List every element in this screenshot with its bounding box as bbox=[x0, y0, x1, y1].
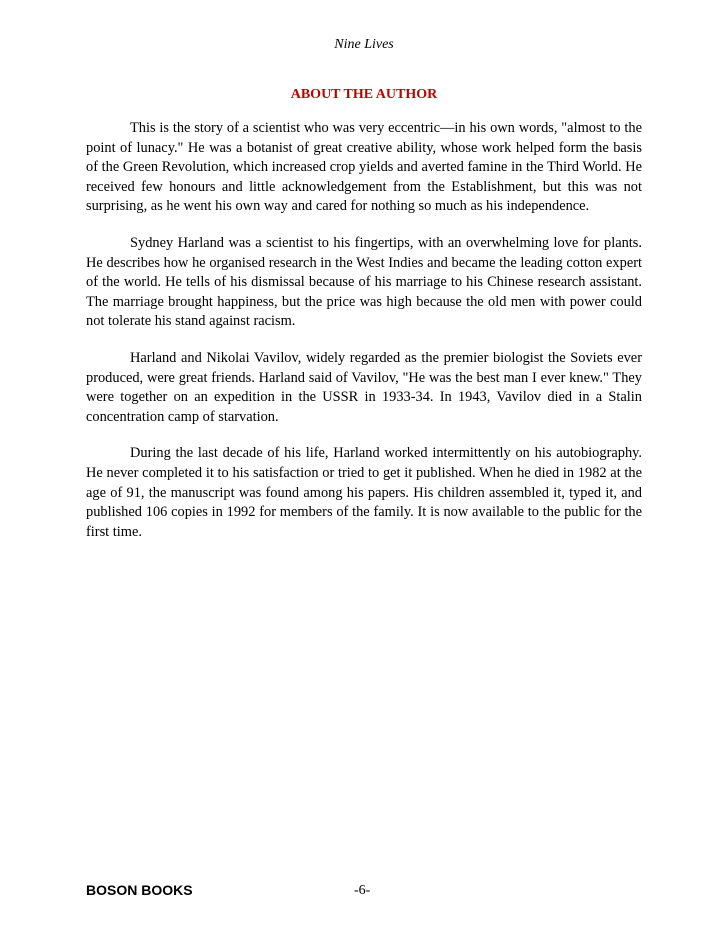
footer-page-number: -6- bbox=[354, 883, 371, 898]
paragraph: This is the story of a scientist who was very eccentric—in his own words, "almost to the point of lunacy." He was a botanist of great creative ability, whose work helped form the basis of the Green Revolution, which increased crop yields and averted famine in the Third World. He received few honours and little acknowledgement from the Establishment, but this was not surprising, as he went his own way and cared for nothing so much as his independence. bbox=[86, 120, 642, 215]
paragraph: During the last decade of his life, Harland worked intermittently on his autobiography. He never completed it to his satisfaction or tried to get it published. When he died in 1982 at the age of 91, the manuscript was found among his papers. His children assembled it, typed it, and published 106 copies in 1992 for members of the family. It is now available to the public for the first time. bbox=[86, 445, 642, 540]
footer-publisher: BOSON BOOKS bbox=[86, 882, 193, 898]
section-title: ABOUT THE AUTHOR bbox=[290, 87, 438, 102]
paragraph: Sydney Harland was a scientist to his fingertips, with an overwhelming love for plants. He describes how he organised research in the West Indies and became the leading cotton expert of the world. He tells of his dismissal because of his marriage to his Chinese research assistant. The marriage brought happiness, but the price was high because the old men with power could not tolerate his stand against racism. bbox=[86, 234, 642, 330]
running-header: Nine Lives bbox=[334, 37, 394, 52]
body-text bbox=[86, 119, 642, 559]
paragraph: Harland and Nikolai Vavilov, widely regarded as the premier biologist the Soviets ever produced, were great friends. Harland said of Vavilov, "He was the best man I ever knew." They were together on an expedition in the USSR in 1933-34. In 1943, Vavilov died in a Stalin concentration camp of starvation. bbox=[86, 349, 642, 425]
